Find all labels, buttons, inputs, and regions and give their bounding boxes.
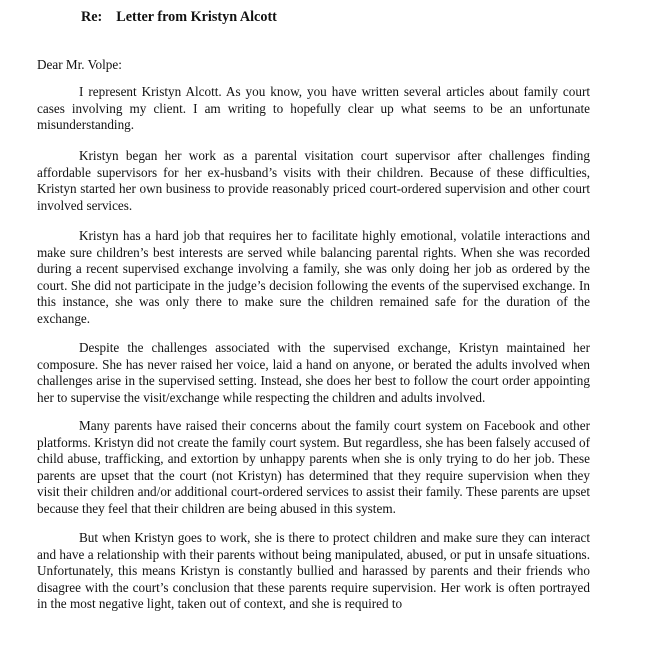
subject-prefix: Re: <box>81 9 103 25</box>
paragraph-1: I represent Kristyn Alcott. As you know, you have written several articles about family court cases involving my client. I am writing to hopefully clear up what seems to be an unfortunate misunderstanding. <box>37 84 590 133</box>
subject-line <box>81 9 277 26</box>
subject-text: Letter from Kristyn Alcott <box>116 9 277 25</box>
paragraph-4: Despite the challenges associated with the supervised exchange, Kristyn maintained her composure. She has never raised her voice, laid a hand on anyone, or berated the adults involved when challenges arise in the supervised setting. Instead, she does her best to follow the court order appointing her to supervise the visit/exchange while respecting the children and adults involved. <box>37 340 590 405</box>
salutation: Dear Mr. Volpe: <box>37 57 122 72</box>
paragraph-2: Kristyn began her work as a parental visitation court supervisor after challenges finding affordable supervisors for her ex-husband’s visits with their children. Because of these difficulties, Kristyn started her own business to provide reasonably priced court-ordered supervision and other court involved services. <box>37 148 590 213</box>
paragraph-3: Kristyn has a hard job that requires her to facilitate highly emotional, volatile interactions and make sure children’s best interests are served while balancing parental rights. When she was recorded during a recent supervised exchange involving a family, she was only doing her job as ordered by the court. She did not participate in the judge’s decision following the events of the supervised exchange. In this instance, she was only there to make sure the children remained safe for the duration of the exchange. <box>37 228 590 326</box>
paragraph-5: Many parents have raised their concerns about the family court system on Facebook and other platforms. Kristyn did not create the family court system. But regardless, she has been falsely accused of child abuse, trafficking, and extortion by unhappy parents when she is only trying to do her job. These parents are upset that the court (not Kristyn) has determined that they require supervision when they visit their children and/or additional court-ordered services to assist their family. These parents are upset because they feel that their children are being abused in this system. <box>37 418 590 516</box>
paragraph-6: But when Kristyn goes to work, she is there to protect children and make sure they can interact and have a relationship with their parents without being manipulated, abused, or put in unsafe situations. Unfortunately, this means Kristyn is constantly bullied and harassed by parents and their friends who disagree with the court’s conclusion that these parents require supervision. Her work is often portrayed in the most negative light, taken out of context, and she is required to <box>37 530 590 612</box>
